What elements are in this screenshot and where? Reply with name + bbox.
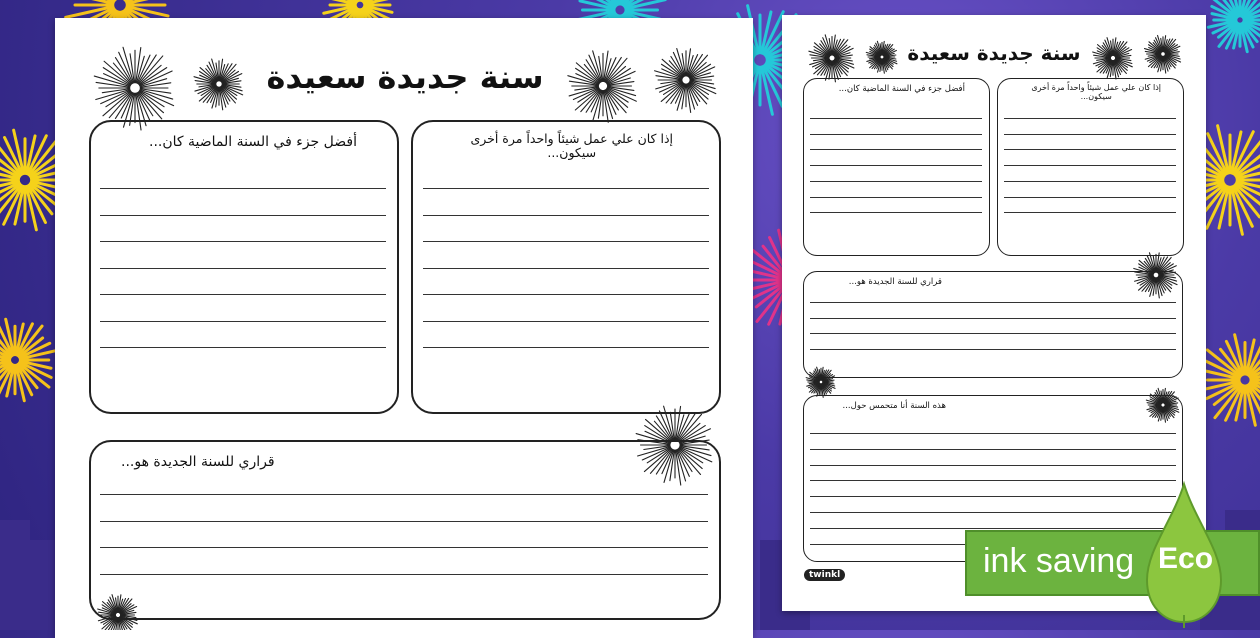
writing-line	[1004, 134, 1176, 135]
small-title: سنة جديدة سعيدة	[894, 41, 1094, 65]
writing-line	[1004, 149, 1176, 150]
small-prompt-resolution: قراري للسنة الجديدة هو...	[849, 278, 942, 288]
writing-line	[100, 547, 708, 548]
writing-line	[1004, 165, 1176, 166]
writing-line	[100, 188, 386, 189]
writing-line	[100, 521, 708, 522]
writing-line	[100, 241, 386, 242]
writing-line	[423, 241, 709, 242]
writing-line	[1004, 118, 1176, 119]
large-prompt-best-part: أفضل جزء في السنة الماضية كان...	[149, 134, 357, 150]
firework-burst-icon	[1208, 0, 1260, 52]
small-box-resolution	[803, 271, 1183, 378]
small-prompt-best-part: أفضل جزء في السنة الماضية كان...	[839, 85, 965, 95]
writing-line	[423, 294, 709, 295]
large-worksheet	[55, 18, 753, 638]
small-prompt-do-again: إذا كان علي عمل شيئاً واحداً مرة أخرى سيكون...	[1031, 83, 1161, 101]
writing-line	[100, 268, 386, 269]
large-title: سنة جديدة سعيدة	[255, 58, 555, 96]
writing-line	[100, 215, 386, 216]
writing-line	[100, 347, 386, 348]
twinkl-logo: twinkl	[804, 569, 845, 581]
writing-line	[810, 465, 1176, 466]
writing-line	[1004, 197, 1176, 198]
writing-line	[810, 181, 982, 182]
small-prompt-excited: هذه السنة أنا متحمس حول...	[843, 402, 946, 412]
writing-line	[1004, 212, 1176, 213]
writing-line	[810, 134, 982, 135]
writing-line	[810, 302, 1176, 303]
eco-label: Eco	[1158, 542, 1213, 576]
large-prompt-resolution: قراري للسنة الجديدة هو...	[121, 454, 275, 470]
small-box-do-again	[997, 78, 1184, 256]
large-box-resolution	[89, 440, 721, 620]
firework-burst-icon	[1200, 335, 1260, 426]
writing-line	[810, 333, 1176, 334]
writing-line	[423, 321, 709, 322]
writing-line	[423, 347, 709, 348]
ink-saving-label: ink saving	[983, 542, 1134, 581]
writing-line	[100, 494, 708, 495]
writing-line	[810, 197, 982, 198]
writing-line	[100, 321, 386, 322]
writing-line	[810, 318, 1176, 319]
writing-line	[423, 188, 709, 189]
writing-line	[810, 449, 1176, 450]
large-prompt-do-again: إذا كان علي عمل شيئاً واحداً مرة أخرى سيكون...	[470, 132, 673, 161]
writing-line	[810, 149, 982, 150]
writing-line	[810, 433, 1176, 434]
writing-line	[810, 212, 982, 213]
writing-line	[423, 268, 709, 269]
ink-saving-badge	[965, 480, 1260, 630]
writing-line	[1004, 181, 1176, 182]
small-box-best-part	[803, 78, 990, 256]
firework-burst-icon	[0, 319, 56, 400]
writing-line	[810, 165, 982, 166]
writing-line	[810, 349, 1176, 350]
writing-line	[423, 215, 709, 216]
writing-line	[810, 118, 982, 119]
writing-line	[100, 574, 708, 575]
writing-line	[100, 294, 386, 295]
